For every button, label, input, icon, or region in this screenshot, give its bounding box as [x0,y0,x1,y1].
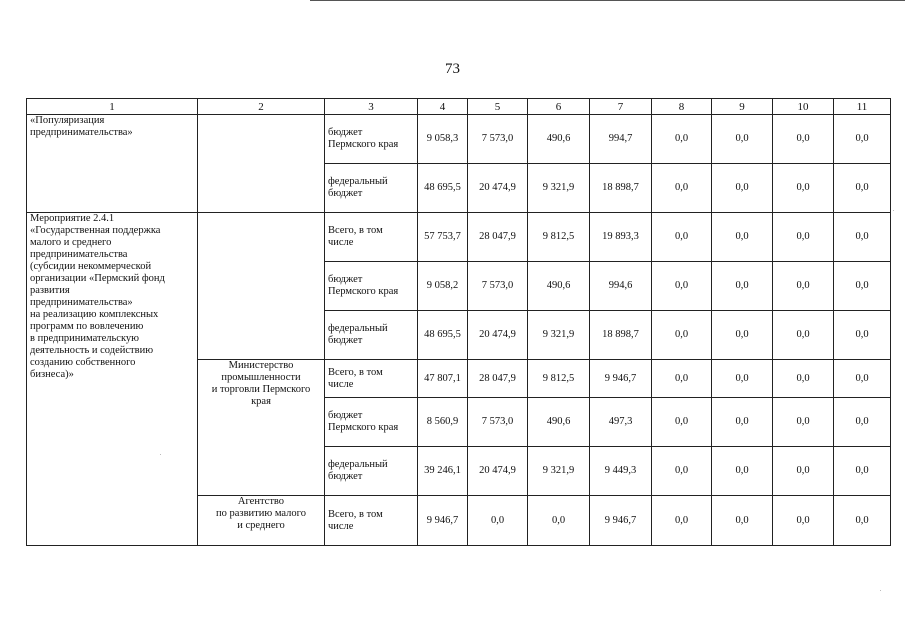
value-cell: 0,0 [652,398,712,447]
value-cell: 0,0 [712,398,773,447]
text-line: бюджет [328,471,363,482]
value-cell: 0,0 [773,398,834,447]
value-cell: 48 695,5 [418,164,468,213]
value-cell: 0,0 [834,496,891,546]
text-line: (субсидии некоммерческой [30,261,152,272]
text-lines [328,176,414,200]
value-cell: 9 058,3 [418,115,468,164]
text-lines [328,127,414,151]
value-cell: 7 573,0 [468,398,528,447]
executor-cell [198,115,325,213]
text-line: бюджет [328,274,363,285]
text-line: по развитию малого [216,508,306,519]
value-cell: 28 047,9 [468,213,528,262]
scan-speck [880,590,881,591]
table-row [27,115,891,164]
value-cell: 0,0 [712,496,773,546]
text-line: числе [328,378,354,390]
budget-table [26,98,891,546]
value-cell: 20 474,9 [468,311,528,360]
text-line: и среднего [237,520,285,531]
executor-cell [198,496,325,546]
value-cell: 0,0 [652,213,712,262]
text-line: в предпринимательскую [30,333,139,344]
scan-speck [893,210,894,211]
value-cell: 0,0 [652,311,712,360]
value-cell: 48 695,5 [418,311,468,360]
value-cell: 0,0 [834,447,891,496]
text-line: федеральный [328,459,388,470]
value-cell: 0,0 [773,164,834,213]
value-cell: 57 753,7 [418,213,468,262]
funding-source-cell [325,115,418,164]
text-line: Всего, в том [328,366,383,378]
text-lines [328,459,414,483]
funding-source-cell [325,262,418,311]
text-line: «Государственная поддержка [30,225,161,236]
value-cell: 490,6 [528,115,590,164]
page-number: 73 [445,61,460,77]
value-cell: 0,0 [468,496,528,546]
text-line: малого и среднего [30,237,112,248]
value-cell: 0,0 [652,447,712,496]
text-line: бюджет [328,188,363,199]
text-line: Мероприятие 2.4.1 [30,213,115,224]
value-cell: 9 812,5 [528,213,590,262]
value-cell: 0,0 [834,360,891,398]
value-cell: 0,0 [834,115,891,164]
value-cell: 0,0 [652,262,712,311]
value-cell: 0,0 [712,262,773,311]
text-line: Всего, в том [328,225,383,236]
value-cell: 0,0 [712,164,773,213]
text-line: бизнеса)» [30,369,74,380]
header-cell: 2 [198,99,325,115]
value-cell: 39 246,1 [418,447,468,496]
value-cell: 0,0 [834,398,891,447]
value-cell: 0,0 [528,496,590,546]
value-cell: 9 449,3 [590,447,652,496]
value-cell: 0,0 [652,115,712,164]
text-line: развития [30,285,70,296]
text-line: бюджет [328,410,363,421]
text-lines [328,410,414,434]
value-cell: 0,0 [834,164,891,213]
value-cell: 9 321,9 [528,311,590,360]
value-cell: 0,0 [652,496,712,546]
text-line: края [251,396,271,407]
header-cell: 8 [652,99,712,115]
value-cell: 490,6 [528,262,590,311]
value-cell: 0,0 [773,360,834,398]
value-cell: 0,0 [773,115,834,164]
value-cell: 0,0 [712,213,773,262]
text-lines [30,213,194,381]
value-cell: 994,6 [590,262,652,311]
value-cell: 9 946,7 [418,496,468,546]
text-line: федеральный [328,323,388,334]
header-cell: 3 [325,99,418,115]
value-cell: 9 946,7 [590,360,652,398]
value-cell: 8 560,9 [418,398,468,447]
value-cell: 47 807,1 [418,360,468,398]
value-cell: 0,0 [712,311,773,360]
header-cell: 7 [590,99,652,115]
value-cell: 18 898,7 [590,311,652,360]
value-cell: 9 812,5 [528,360,590,398]
value-cell: 7 573,0 [468,115,528,164]
value-cell: 0,0 [834,262,891,311]
text-line: Всего, в том [328,508,383,520]
header-cell: 6 [528,99,590,115]
text-lines [201,496,321,532]
funding-source-cell [325,164,418,213]
text-lines [328,509,414,533]
funding-source-cell [325,213,418,262]
value-cell: 28 047,9 [468,360,528,398]
value-cell: 0,0 [773,213,834,262]
value-cell: 0,0 [773,496,834,546]
text-line: предпринимательства» [30,297,133,308]
value-cell: 18 898,7 [590,164,652,213]
value-cell: 20 474,9 [468,164,528,213]
text-lines [328,367,414,391]
text-lines [328,274,414,298]
text-line: федеральный [328,176,388,187]
text-line: Агентство [237,496,285,507]
text-lines [328,225,414,249]
text-line: и торговли Пермского [211,384,311,395]
value-cell: 0,0 [773,447,834,496]
value-cell: 9 946,7 [590,496,652,546]
text-line: организации «Пермский фонд [30,273,165,284]
scan-speck [160,454,161,455]
table-row [27,213,891,262]
text-line: бюджет [328,127,363,138]
text-line: числе [328,237,354,248]
text-line: числе [328,520,354,532]
value-cell: 0,0 [834,311,891,360]
value-cell: 20 474,9 [468,447,528,496]
text-line: предпринимательства [30,249,128,260]
funding-source-cell [325,398,418,447]
value-cell: 9 321,9 [528,164,590,213]
funding-source-cell [325,447,418,496]
text-line: промышленности [221,372,301,383]
value-cell: 497,3 [590,398,652,447]
header-cell: 4 [418,99,468,115]
text-line: деятельность и содействию [30,345,154,356]
value-cell: 7 573,0 [468,262,528,311]
funding-source-cell [325,311,418,360]
header-cell: 11 [834,99,891,115]
text-line: созданию собственного [30,357,136,368]
value-cell: 490,6 [528,398,590,447]
text-lines [201,360,321,408]
funding-source-cell [325,360,418,398]
executor-cell [198,360,325,496]
text-line: Пермского края [328,139,399,150]
top-rule [310,0,905,1]
header-cell: 1 [27,99,198,115]
value-cell: 0,0 [712,115,773,164]
program-name-cell [27,213,198,546]
value-cell: 0,0 [834,213,891,262]
header-cell: 9 [712,99,773,115]
header-cell: 10 [773,99,834,115]
program-name-cell [27,115,198,213]
value-cell: 0,0 [712,360,773,398]
text-line: Министерство [228,360,294,371]
header-cell: 5 [468,99,528,115]
value-cell: 9 321,9 [528,447,590,496]
text-lines [30,115,194,139]
text-line: на реализацию комплексных [30,309,159,320]
funding-source-cell [325,496,418,546]
text-line: Пермского края [328,422,399,433]
value-cell: 0,0 [712,447,773,496]
executor-cell [198,213,325,360]
value-cell: 994,7 [590,115,652,164]
text-line: Пермского края [328,286,399,297]
text-lines [328,323,414,347]
text-line: «Популяризация [30,115,105,126]
value-cell: 0,0 [773,311,834,360]
text-line: бюджет [328,335,363,346]
value-cell: 9 058,2 [418,262,468,311]
value-cell: 0,0 [773,262,834,311]
value-cell: 0,0 [652,360,712,398]
value-cell: 19 893,3 [590,213,652,262]
text-line: предпринимательства» [30,127,133,138]
text-line: программ по вовлечению [30,321,144,332]
value-cell: 0,0 [652,164,712,213]
header-row [27,99,891,115]
